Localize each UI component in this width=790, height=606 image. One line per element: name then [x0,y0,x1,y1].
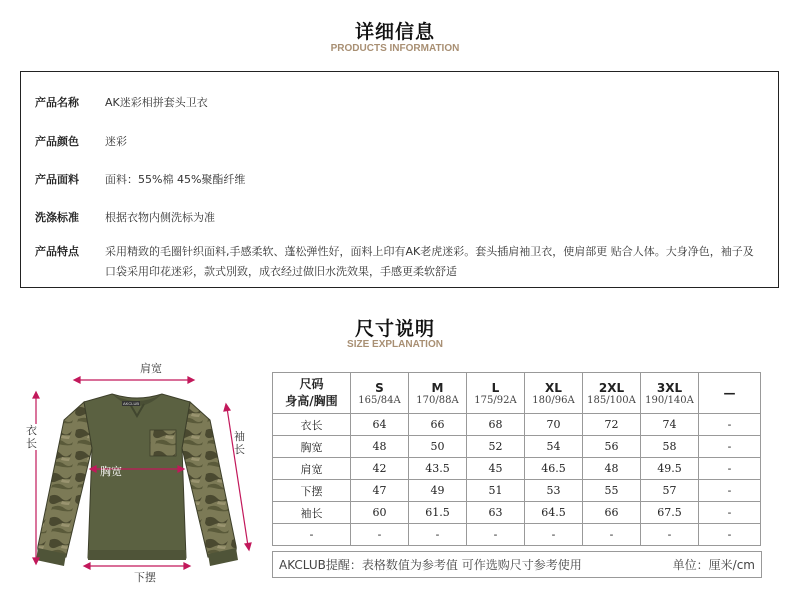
table-cell: 72 [583,414,641,436]
table-cell: 56 [583,436,641,458]
table-cell: 60 [351,502,409,524]
unit-label: 单位：厘米/cm [672,558,755,572]
size-header-bottom: 身高/胸围 [285,394,338,408]
table-row [273,502,761,524]
sleeve-label: 袖长 [234,430,245,456]
info-row-washing [35,209,215,225]
table-cell: 66 [583,502,641,524]
table-cell: 43.5 [409,458,467,480]
table-cell: 66 [409,414,467,436]
table-row [273,414,761,436]
table-cell: 48 [351,436,409,458]
shoulder-label: 肩宽 [140,362,162,375]
table-cell: 63 [467,502,525,524]
info-label: 产品名称 [35,96,79,109]
row-label: 下摆 [273,480,351,502]
table-cell: 52 [467,436,525,458]
table-cell: - [699,480,761,502]
row-label: - [273,524,351,546]
info-value: 根据衣物内侧洗标为准 [105,211,215,224]
size-code: L [491,380,500,395]
table-cell: - [699,414,761,436]
row-label: 胸宽 [273,436,351,458]
sweatshirt-illustration [22,360,270,590]
table-row [273,480,761,502]
table-cell: - [641,524,699,546]
table-cell: 51 [467,480,525,502]
table-cell: - [583,524,641,546]
size-table [272,372,761,546]
row-label: 衣长 [273,414,351,436]
table-cell: 70 [525,414,583,436]
info-value: 迷彩 [105,135,127,148]
footnote-text: AKCLUB提醒：表格数值为参考值 可作选购尺寸参考使用 [279,558,582,572]
table-cell: 47 [351,480,409,502]
chest-label: 胸宽 [100,465,122,478]
table-cell: 49 [409,480,467,502]
info-label: 产品颜色 [35,135,79,148]
table-cell: 42 [351,458,409,480]
table-cell: 53 [525,480,583,502]
table-cell: 64.5 [525,502,583,524]
table-cell: - [525,524,583,546]
size-fit: 185/100A [587,394,636,406]
length-label: 衣长 [26,424,37,450]
info-row-features [35,242,757,282]
size-fit: 175/92A [474,394,517,406]
info-value: AK迷彩相拼套头卫衣 [105,96,208,109]
size-footnote [272,551,762,578]
size-col [699,373,761,414]
table-cell: 58 [641,436,699,458]
size-code: S [375,380,384,395]
table-cell: 48 [583,458,641,480]
size-header-top: 尺码 [299,377,324,391]
size-code: 2XL [598,380,625,395]
product-info-panel [20,71,779,288]
size-subtitle: SIZE EXPLANATION [347,339,443,350]
table-cell: 55 [583,480,641,502]
info-label: 产品特点 [35,245,79,258]
table-cell: 74 [641,414,699,436]
hem-label: 下摆 [134,571,156,584]
size-title: 尺寸说明 [354,318,435,340]
size-header-row [273,373,761,414]
info-label: 洗涤标准 [35,211,79,224]
details-title: 详细信息 [354,21,435,43]
info-row-fabric [35,171,245,187]
table-cell: - [467,524,525,546]
row-label: 袖长 [273,502,351,524]
table-row [273,436,761,458]
table-cell: - [699,502,761,524]
table-cell: 46.5 [525,458,583,480]
table-cell: 49.5 [641,458,699,480]
table-cell: 61.5 [409,502,467,524]
info-value: 采用精致的毛圈针织面料,手感柔软、蓬松弹性好，面料上印有AK老虎迷彩。套头插肩袖卫衣，使肩部更 贴合人体。大身净色，袖子及口袋采用印花迷彩，款式別致，成衣经过做旧水洗效果，手感更柔软舒适 [105,245,754,278]
table-cell: 45 [467,458,525,480]
size-header-cell [273,373,351,414]
info-label: 产品面料 [35,173,79,186]
size-col [641,373,699,414]
table-row [273,524,761,546]
table-cell: 68 [467,414,525,436]
size-code: M [431,380,444,395]
table-row [273,458,761,480]
size-fit: 170/88A [416,394,459,406]
table-cell: - [351,524,409,546]
size-col [583,373,641,414]
table-cell: - [699,524,761,546]
table-cell: 67.5 [641,502,699,524]
row-label: 肩宽 [273,458,351,480]
size-fit: 165/84A [358,394,401,406]
table-cell: 50 [409,436,467,458]
size-col [351,373,409,414]
info-value: 面料：55%棉 45%聚酯纤维 [105,173,246,186]
table-cell: - [409,524,467,546]
table-cell: 57 [641,480,699,502]
size-code: 3XL [656,380,683,395]
table-cell: - [699,436,761,458]
size-col [467,373,525,414]
size-fit: 190/140A [645,394,694,406]
details-subtitle: PRODUCTS INFORMATION [330,43,460,54]
size-col [525,373,583,414]
size-col [409,373,467,414]
info-row-name [35,94,208,110]
size-fit: 180/96A [532,394,575,406]
table-cell: 64 [351,414,409,436]
size-code: — [723,386,736,400]
table-cell: - [699,458,761,480]
garment-measure-figure [22,360,270,590]
info-row-color [35,133,127,149]
brand-tag: AKCLUB [123,401,140,406]
table-cell: 54 [525,436,583,458]
size-code: XL [545,380,562,395]
